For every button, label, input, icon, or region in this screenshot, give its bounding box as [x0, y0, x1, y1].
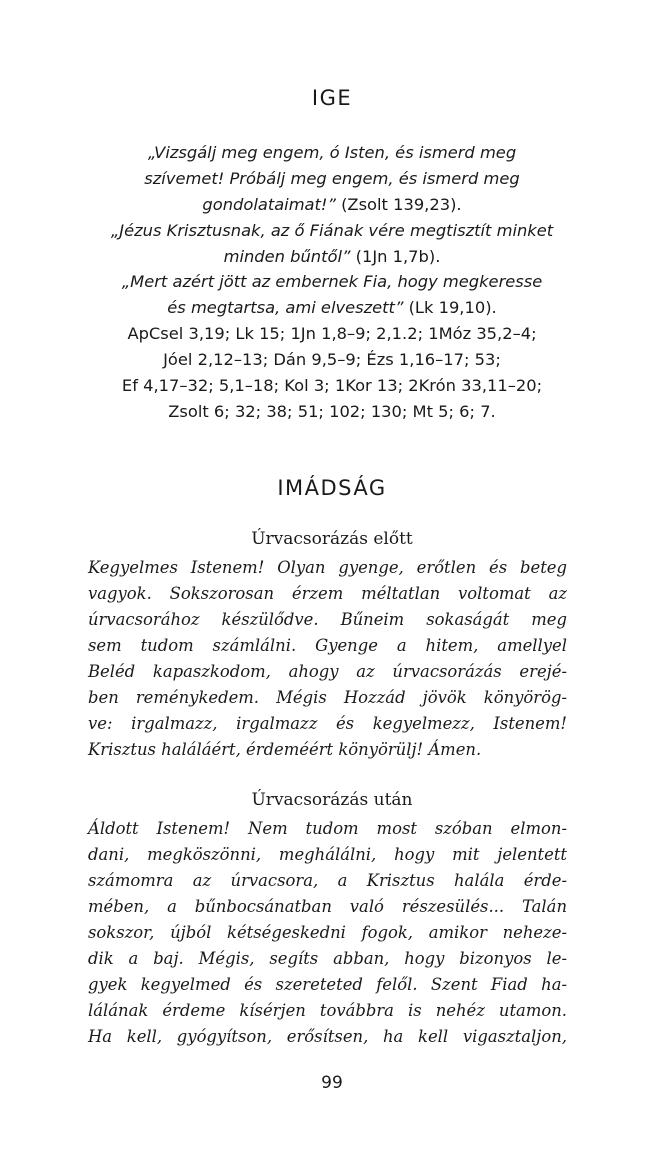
- prayer-line: úrvacsorához készülődve. Bűneim sokaságát meg: [88, 610, 567, 629]
- prayer-line: Kegyelmes Istenem! Olyan gyenge, erőtlen és beteg: [88, 558, 567, 577]
- prayer-line: számomra az úrvacsora, a Krisztus halála érde-: [88, 871, 567, 890]
- page-number: 99: [321, 1073, 343, 1093]
- prayer-title-after: Úrvacsorázás után: [251, 790, 413, 810]
- ige-heading: IGE: [311, 86, 353, 110]
- verse-line: és megtartsa, ami elveszett” (Lk 19,10).: [167, 298, 497, 318]
- imadsag-heading: IMÁDSÁG: [277, 476, 387, 500]
- prayer-line: sokszor, újból kétségeskedni fogok, amikor neheze-: [88, 923, 567, 942]
- prayer-line: Beléd kapaszkodom, ahogy az úrvacsorázás erejé-: [88, 662, 567, 681]
- verse-line: „Jézus Krisztusnak, az ő Fiának vére megtisztít minket: [110, 220, 554, 240]
- reference-line: ApCsel 3,19; Lk 15; 1Jn 1,8–9; 2,1.2; 1Móz 35,2–4;: [127, 324, 537, 344]
- verse-line: „Mert azért jött az embernek Fia, hogy megkeresse: [121, 272, 543, 292]
- prayer-before-communion: [88, 555, 567, 763]
- prayer-line: ben reménykedem. Mégis Hozzád jövök könyörög-: [88, 688, 567, 707]
- verse-line: gondolataimat!” (Zsolt 139,23).: [202, 194, 462, 214]
- verse-line: „Vizsgálj meg engem, ó Isten, és ismerd meg: [147, 143, 517, 162]
- prayer-line: sem tudom számlálni. Gyenge a hitem, amellyel: [88, 636, 567, 655]
- prayer-line: Áldott Istenem! Nem tudom most szóban elmon-: [88, 819, 567, 838]
- prayer-line: ve: irgalmazz, irgalmazz és kegyelmezz, Istenem!: [88, 714, 567, 733]
- prayer-title-before: Úrvacsorázás előtt: [251, 529, 413, 549]
- prayer-line: Ha kell, gyógyítson, erősítsen, ha kell vigasztaljon,: [88, 1027, 567, 1046]
- prayer-line: dik a baj. Mégis, segíts abban, hogy bizonyos le-: [88, 949, 567, 968]
- reference-line: Ef 4,17–32; 5,1–18; Kol 3; 1Kor 13; 2Krón 33,11–20;: [121, 376, 543, 396]
- prayer-line: mében, a bűnbocsánatban való részesülés... Talán: [88, 897, 567, 916]
- bible-verses: [60, 140, 604, 425]
- prayer-line: gyek kegyelmed és szereteted felől. Szent Fiad ha-: [88, 975, 567, 994]
- prayer-line: dani, megköszönni, meghálálni, hogy mit jelentett: [88, 845, 567, 864]
- verse-line: szívemet! Próbálj meg engem, és ismerd meg: [144, 168, 520, 188]
- reference-line: Jóel 2,12–13; Dán 9,5–9; Ézs 1,16–17; 53;: [163, 350, 501, 370]
- verse-line: minden bűntől” (1Jn 1,7b).: [223, 246, 441, 266]
- prayer-line: Krisztus haláláért, érdeméért könyörülj! Ámen.: [88, 740, 482, 759]
- prayer-line: lálának érdeme kísérjen továbbra is nehéz utamon.: [88, 1001, 567, 1020]
- prayer-line: vagyok. Sokszorosan érzem méltatlan voltomat az: [88, 584, 567, 603]
- prayer-after-communion: [88, 816, 567, 1050]
- reference-line: Zsolt 6; 32; 38; 51; 102; 130; Mt 5; 6; 7.: [168, 401, 496, 421]
